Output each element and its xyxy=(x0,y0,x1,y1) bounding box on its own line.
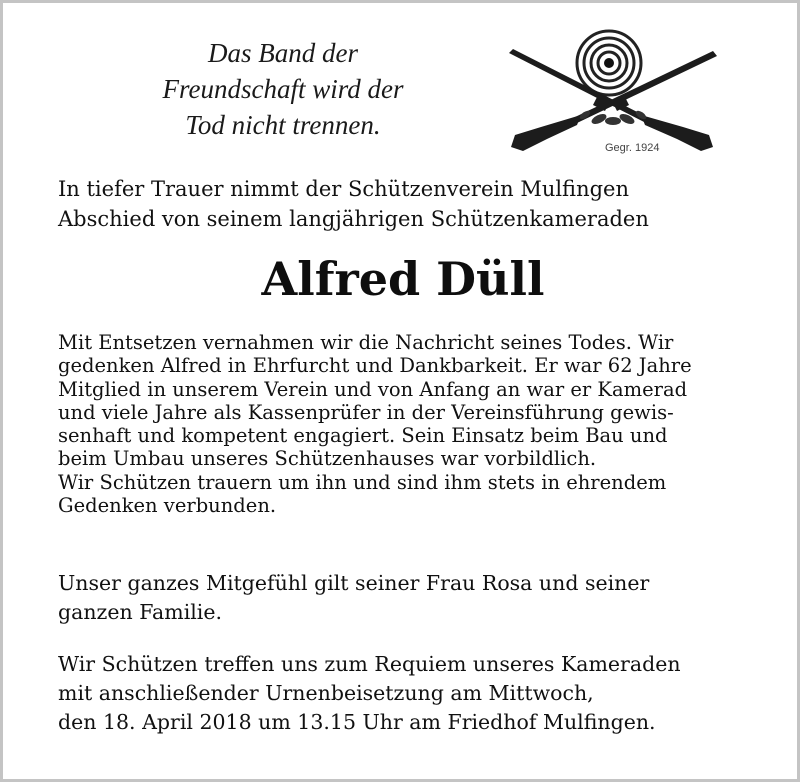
crossed-rifles-target-icon xyxy=(501,23,721,165)
paragraph-line: beim Umbau unseres Schützenhauses war vorbildlich. xyxy=(58,447,597,471)
paragraph-line: Wir Schützen treffen uns zum Requiem unseres Kameraden xyxy=(58,652,681,676)
motto-line: Freundschaft wird der xyxy=(162,74,404,104)
paragraph-line: Mit Entsetzen vernahmen wir die Nachricht seines Todes. Wir xyxy=(58,331,674,354)
paragraph-line: Wir Schützen trauern um ihn und sind ihm stets in ehrendem xyxy=(58,470,667,494)
condolence-paragraph xyxy=(58,569,758,627)
paragraph-line: Unser ganzes Mitgefühl gilt seiner Frau Rosa und seiner xyxy=(58,571,650,595)
motto-line: Tod nicht trennen. xyxy=(185,110,381,140)
paragraph-line: den 18. April 2018 um 13.15 Uhr am Friedhof Mulfingen. xyxy=(58,710,656,734)
paragraph-line: Gedenken verbunden. xyxy=(58,494,277,518)
tribute-paragraph xyxy=(58,331,758,517)
emblem-caption: Gegr. 1924 xyxy=(605,142,660,154)
deceased-name: Alfred Düll xyxy=(261,252,545,306)
intro-line: Abschied von seinem langjährigen Schützenkameraden xyxy=(58,207,649,231)
intro-line: In tiefer Trauer nimmt der Schützenverein Mulfingen xyxy=(58,177,629,201)
motto-line: Das Band der xyxy=(208,38,358,68)
paragraph-line: Mitglied in unserem Verein und von Anfang an war er Kamerad xyxy=(58,377,688,401)
paragraph-line: und viele Jahre als Kassenprüfer in der Vereinsführung gewis- xyxy=(58,400,674,424)
intro-text xyxy=(58,174,758,234)
requiem-paragraph xyxy=(58,650,758,737)
paragraph-line: gedenken Alfred in Ehrfurcht und Dankbarkeit. Er war 62 Jahre xyxy=(58,354,692,378)
motto-quote xyxy=(103,35,463,143)
paragraph-line: senhaft und kompetent engagiert. Sein Einsatz beim Bau und xyxy=(58,424,668,448)
paragraph-line: mit anschließender Urnenbeisetzung am Mittwoch, xyxy=(58,681,594,705)
paragraph-line: ganzen Familie. xyxy=(58,600,223,624)
